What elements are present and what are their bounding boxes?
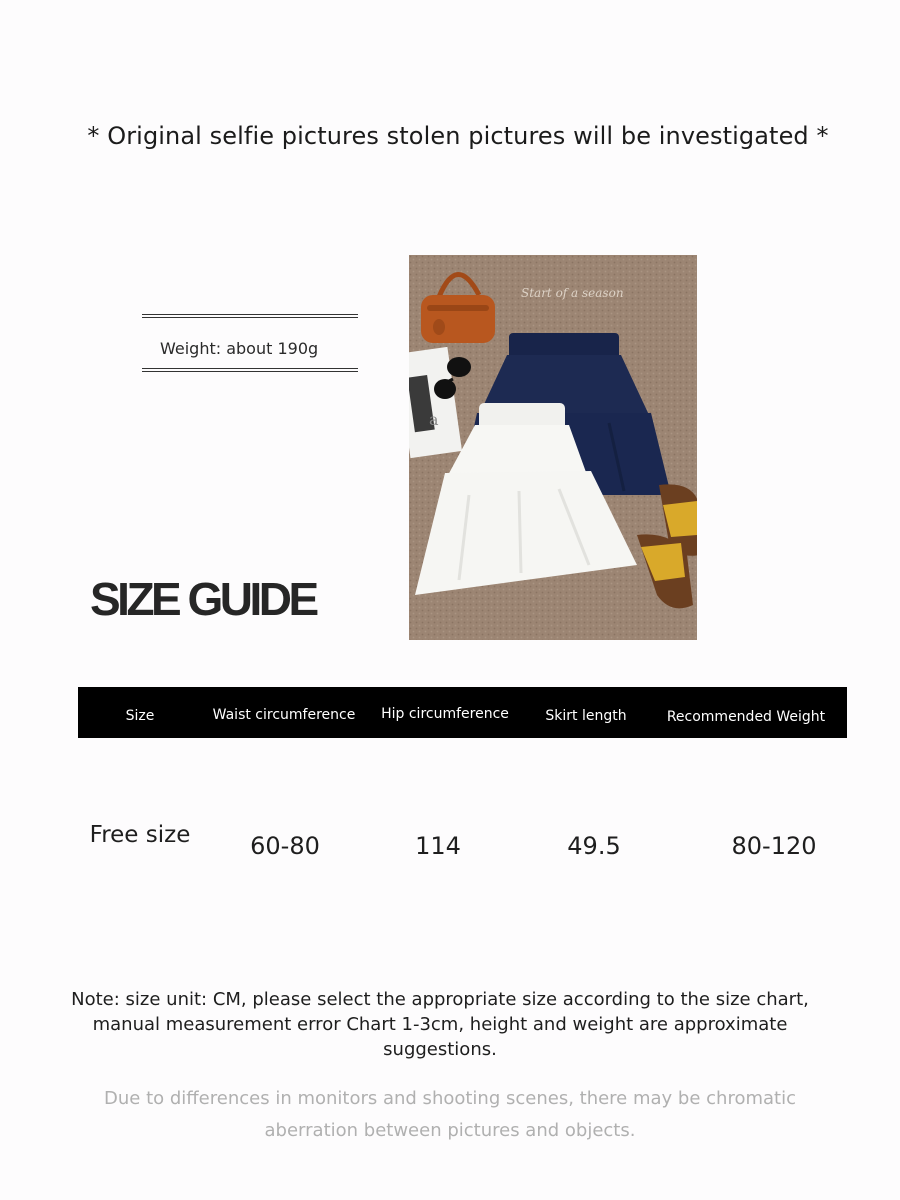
cell-skirt-length: 49.5 xyxy=(567,832,621,860)
weight-text: Weight: about 190g xyxy=(160,339,319,358)
weight-label-box xyxy=(142,314,358,374)
cell-recommended-weight: 80-120 xyxy=(731,832,817,860)
bottom-double-rule xyxy=(142,368,358,372)
header-hip: Hip circumference xyxy=(381,706,509,722)
cell-waist: 60-80 xyxy=(250,832,320,860)
product-photo-illustration xyxy=(409,255,697,640)
product-photo xyxy=(409,255,697,640)
header-skirt-length: Skirt length xyxy=(545,708,627,724)
header-size: Size xyxy=(125,708,155,724)
size-table-header xyxy=(78,687,847,738)
svg-text:a: a xyxy=(429,410,439,429)
top-double-rule xyxy=(142,314,358,318)
carpet-script-text: Start of a season xyxy=(521,286,624,300)
size-guide-title: SIZE GUIDE xyxy=(90,573,316,625)
color-disclaimer: Due to differences in monitors and shooting scenes, there may be chromatic aberration between pictures and objects. xyxy=(104,1088,796,1141)
size-note: Note: size unit: CM, please select the appropriate size according to the size chart, manual measurement error Chart 1-3cm, height and weight are approximate suggestions. xyxy=(71,989,809,1060)
cell-size: Free size xyxy=(89,822,191,848)
header-recommended-weight: Recommended Weight xyxy=(666,709,826,725)
header-waist: Waist circumference xyxy=(212,707,356,723)
copyright-notice: * Original selfie pictures stolen pictures will be investigated * xyxy=(87,122,829,150)
cell-hip: 114 xyxy=(415,832,461,860)
